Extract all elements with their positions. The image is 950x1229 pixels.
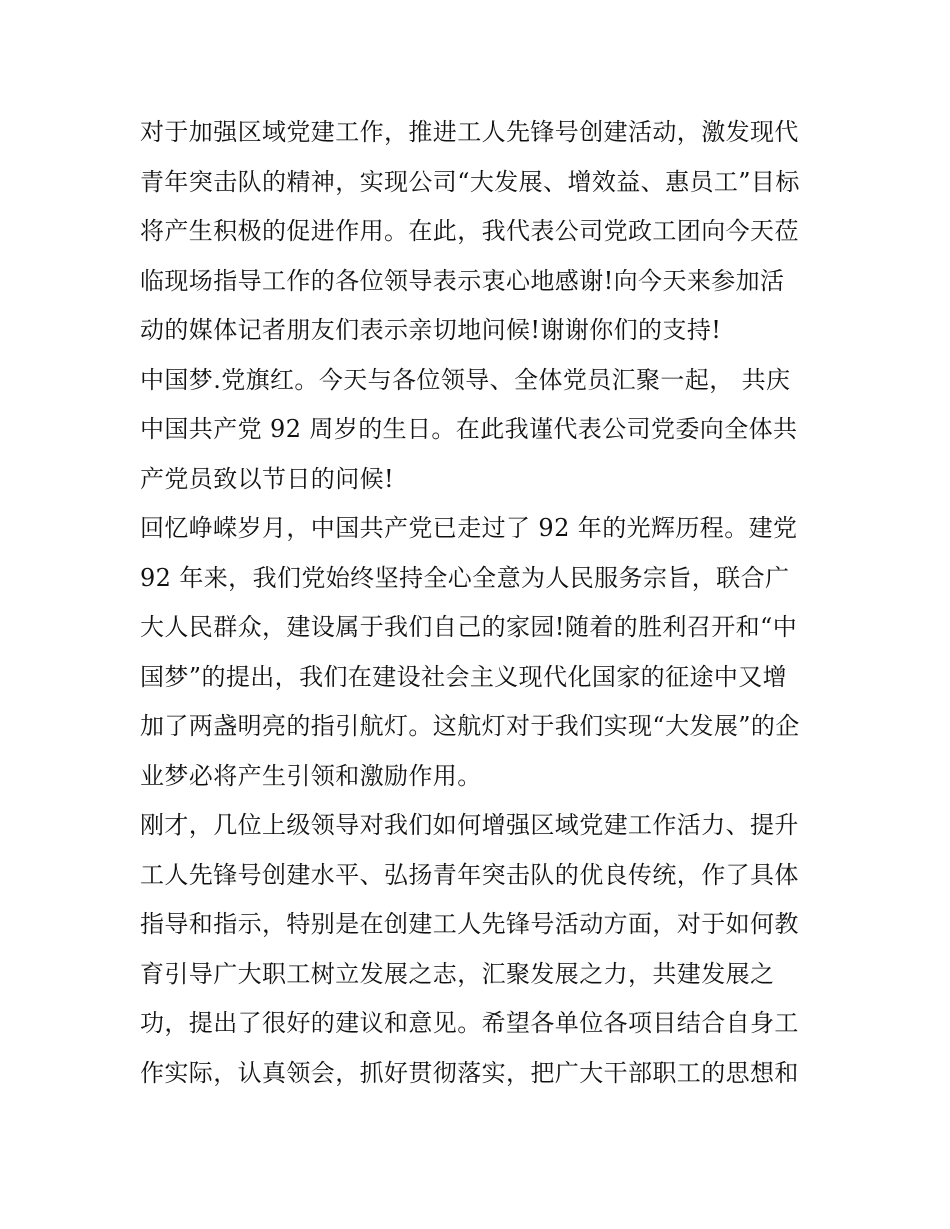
text-line: 青年突击队的精神，实现公司“大发展、增效益、惠员工”目标	[140, 167, 800, 196]
text-line: 刚才，几位上级领导对我们如何增强区域党建工作活力、提升	[140, 811, 799, 839]
text-line: 回忆峥嵘岁月，中国共产党已走过了 92 年的光辉历程。建党	[140, 514, 798, 542]
text-line: 中国梦.党旗红。今天与各位领导、全体党员汇聚一起， 共庆	[140, 365, 791, 394]
text-line: 育引导广大职工树立发展之志，汇聚发展之力，共建发展之	[140, 959, 775, 988]
text-line: 工人先锋号创建水平、弘扬青年突击队的优良传统，作了具体	[140, 860, 799, 889]
text-line: 临现场指导工作的各位领导表示衷心地感谢!向今天来参加活	[140, 266, 785, 295]
text-line: 92 年来，我们党始终坚持全心全意为人民服务宗旨，联合广	[140, 563, 790, 592]
text-line: 作实际，认真领会，抓好贯彻落实，把广大干部职工的思想和	[140, 1058, 799, 1087]
text-line: 业梦必将产生引领和激励作用。	[140, 761, 482, 790]
text-line: 中国共产党 92 周岁的生日。在此我谨代表公司党委向全体共	[140, 415, 798, 443]
text-line: 国梦”的提出，我们在建设社会主义现代化国家的征途中又增	[140, 662, 788, 691]
text-line: 指导和指示，特别是在创建工人先锋号活动方面，对于如何教	[140, 910, 799, 938]
text-line: 将产生积极的促进作用。在此，我代表公司党政工团向今天莅	[140, 217, 799, 245]
text-line: 产党员致以节日的问候!	[140, 464, 395, 493]
text-line: 功，提出了很好的建议和意见。希望各单位各项目结合自身工	[140, 1009, 799, 1037]
text-line: 动的媒体记者朋友们表示亲切地问候!谢谢你们的支持!	[140, 316, 722, 344]
text-line: 大人民群众，建设属于我们自己的家园!随着的胜利召开和“中	[140, 613, 798, 641]
text-line: 对于加强区域党建工作，推进工人先锋号创建活动，激发现代	[140, 118, 799, 146]
text-line: 加了两盏明亮的指引航灯。这航灯对于我们实现“大发展”的企	[140, 712, 800, 740]
body-text	[140, 108, 820, 1098]
